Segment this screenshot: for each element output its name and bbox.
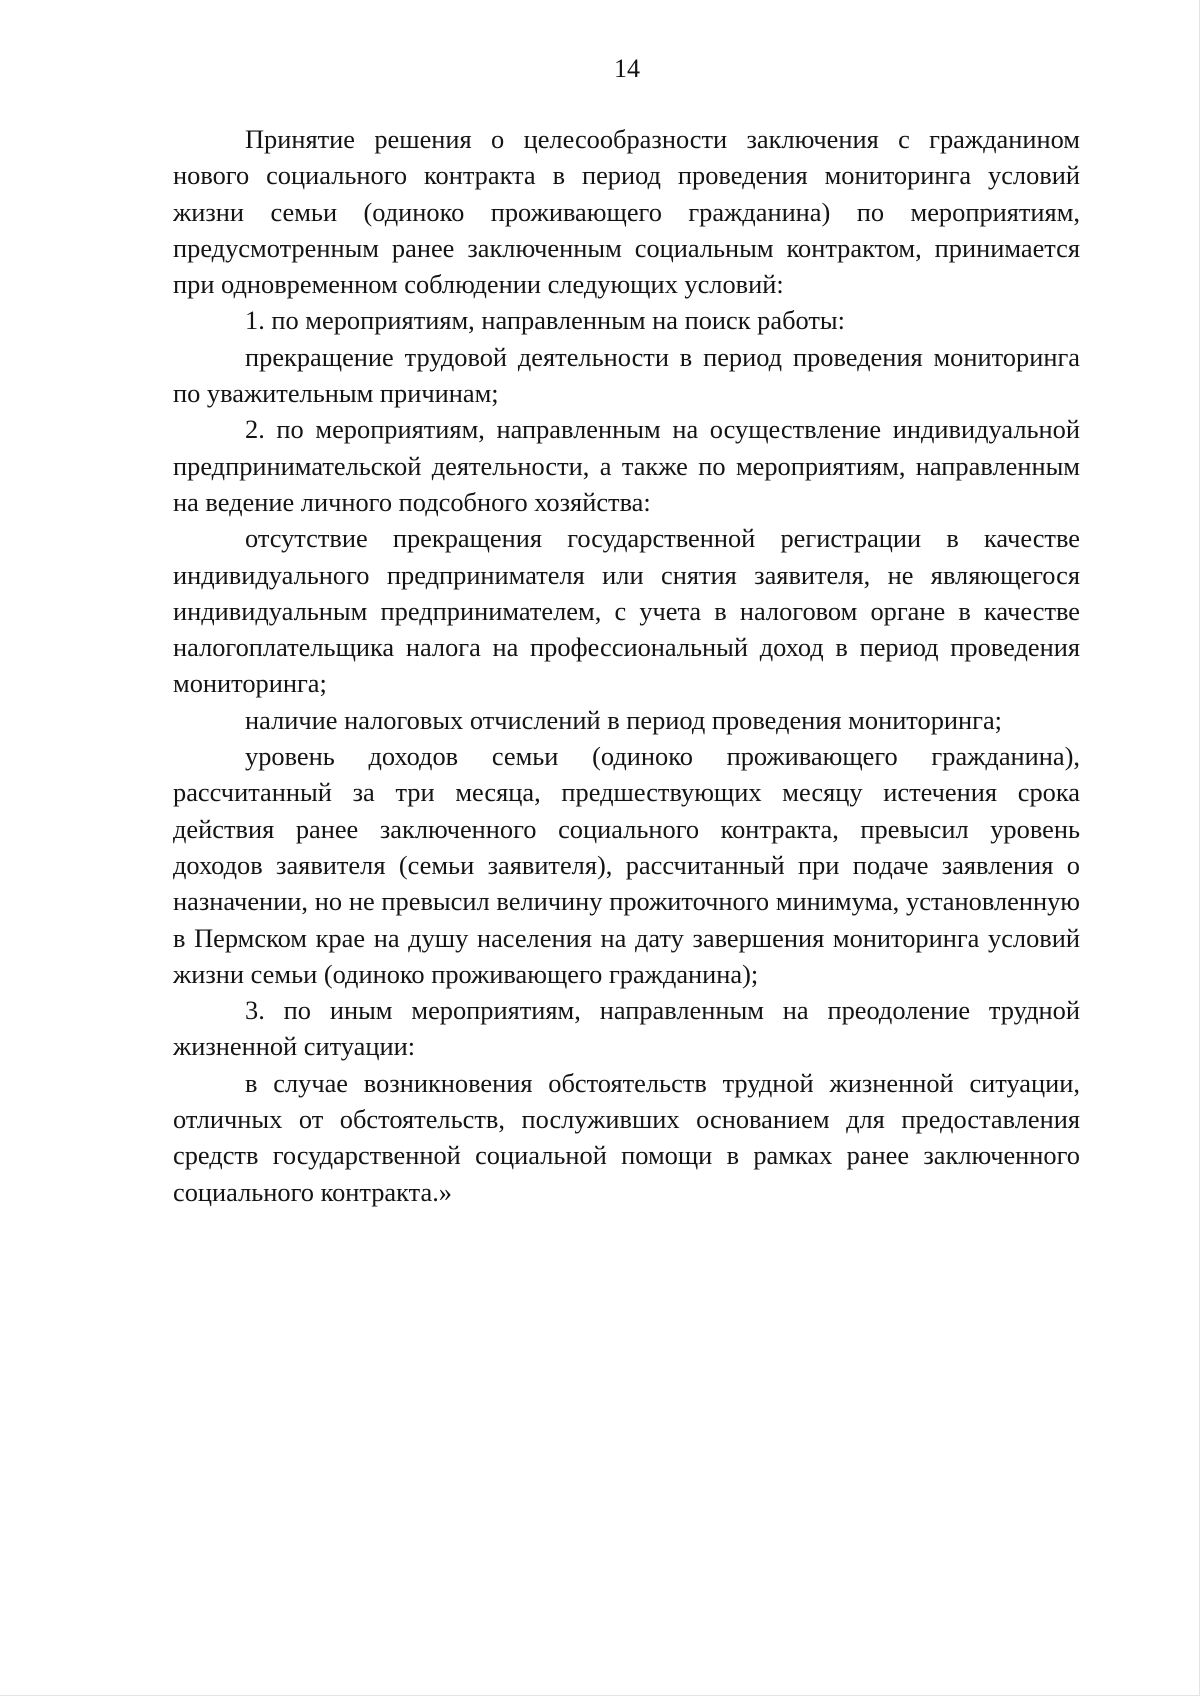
paragraph-item-3-condition: в случае возникновения обстоятельств трудной жизненной ситуации, отличных от обстоятельств, послуживших основанием для предоставления средств государственной социальной помощи в рамках ранее заключенного социального контракта.» (173, 1067, 1080, 1207)
page-number: 14 (614, 54, 640, 83)
paragraph-item-1-condition: прекращение трудовой деятельности в период проведения мониторинга по уважительным причинам; (173, 341, 1080, 409)
paragraph-decision-conditions: Принятие решения о целесообразности заключения с гражданином нового социального контракта в период проведения мониторинга условий жизни семьи (одиноко проживающего гражданина) по мероприятиям, предусмотренным ранее заключенным социальным контрактом, принимается при одновременном соблюдении следующих условий: (173, 124, 1080, 300)
paragraph-item-1-job-search: 1. по мероприятиям, направленным на поиск работы: (245, 305, 845, 336)
paragraph-item-2-registration-condition: отсутствие прекращения государственной регистрации в качестве индивидуального предпринимателя или снятия заявителя, не являющегося индивидуальным предпринимателем, с учета в налоговом органе в качестве налогоплательщика налога на профессиональный доход в период проведения мониторинга; (173, 523, 1080, 699)
paragraph-item-2-entrepreneurship: 2. по мероприятиям, направленным на осуществление индивидуальной предпринимательской деятельности, а также по мероприятиям, направленным на ведение личного подсобного хозяйства: (173, 414, 1080, 517)
paragraph-item-2-income-condition: уровень доходов семьи (одиноко проживающего гражданина), рассчитанный за три месяца, предшествующих месяцу истечения срока действия ранее заключенного социального контракта, превысил уровень доходов заявителя (семьи заявителя), рассчитанный при подаче заявления о назначении, но не превысил величину прожиточного минимума, установленную в Пермском крае на душу населения на дату завершения мониторинга условий жизни семьи (одиноко проживающего гражданина); (173, 741, 1080, 989)
document-body (173, 121, 1080, 1210)
paragraph-item-3-other-measures: 3. по иным мероприятиям, направленным на преодоление трудной жизненной ситуации: (173, 995, 1080, 1062)
paragraph-item-2-tax-condition: наличие налоговых отчислений в период проведения мониторинга; (245, 704, 1003, 735)
